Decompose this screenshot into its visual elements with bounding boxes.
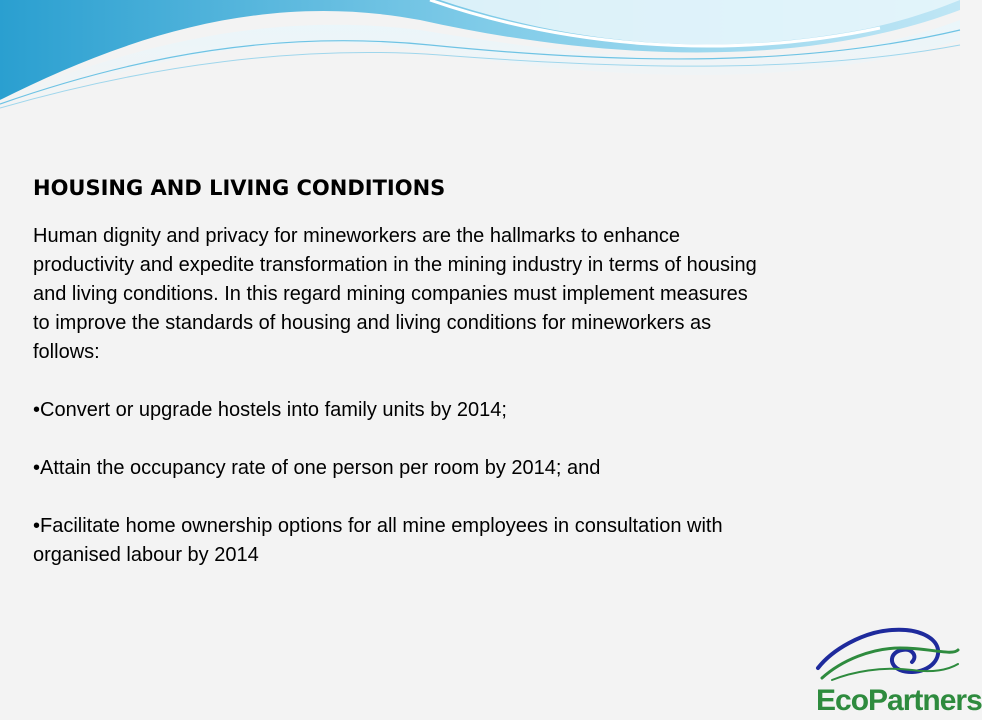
- spacer: [33, 483, 913, 512]
- intro-line: to improve the standards of housing and living conditions for mineworkers as: [33, 312, 712, 334]
- intro-line: Human dignity and privacy for mineworkers are the hallmarks to enhance: [33, 225, 680, 247]
- ecopartners-logo-text: EcoPartners: [816, 684, 982, 717]
- bullet-line: •Convert or upgrade hostels into family units by 2014;: [33, 399, 507, 421]
- header-wave-decoration: [0, 0, 960, 120]
- bullet-item: [33, 396, 913, 425]
- intro-paragraph: [33, 222, 913, 367]
- bullet-line: •Facilitate home ownership options for all mine employees in consultation with: [33, 515, 723, 537]
- spacer: [33, 425, 913, 454]
- bullet-line: organised labour by 2014: [33, 544, 259, 566]
- intro-line: and living conditions. In this regard mining companies must implement measures: [33, 283, 748, 305]
- bullet-line: •Attain the occupancy rate of one person per room by 2014; and: [33, 457, 601, 479]
- slide-content: [33, 176, 913, 570]
- slide-title: HOUSING AND LIVING CONDITIONS: [33, 176, 446, 200]
- intro-line: productivity and expedite transformation in the mining industry in terms of housing: [33, 254, 757, 276]
- bullet-item: [33, 512, 913, 570]
- spacer: [33, 367, 913, 396]
- intro-line: follows:: [33, 341, 100, 363]
- bullet-item: [33, 454, 913, 483]
